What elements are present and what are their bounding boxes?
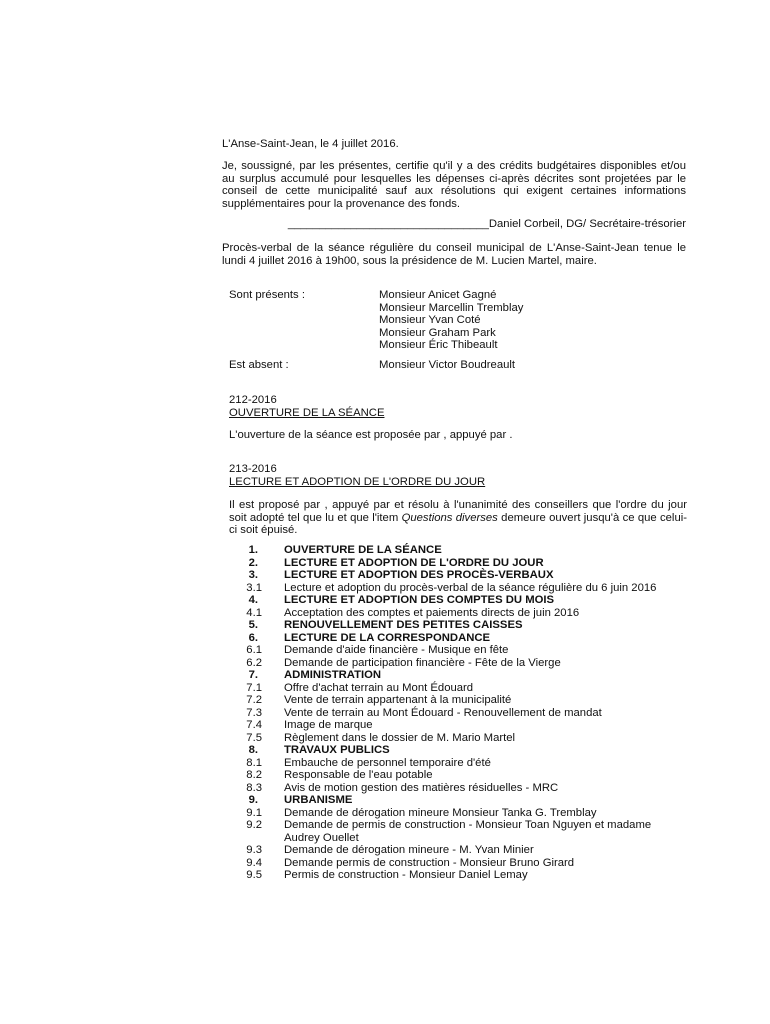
agenda-item-number: 9.3 [246,844,262,856]
agenda-list [222,544,686,882]
resolution-title: OUVERTURE DE LA SÉANCE [229,406,385,419]
agenda-item-number: 8.1 [246,756,262,769]
agenda-item [222,619,686,632]
agenda-item-number: 3.1 [246,581,262,594]
resolution-213 [229,463,693,488]
agenda-item [222,782,686,795]
agenda-item-number: 7.4 [246,719,262,731]
agenda-item [222,557,686,570]
agenda-item [222,719,686,732]
resolution-title: LECTURE ET ADOPTION DE L'ORDRE DU JOUR [229,475,486,488]
attendance-absent [222,359,686,372]
agenda-item [222,669,686,682]
agenda-item-number: 7.2 [246,694,262,706]
agenda-item [222,694,686,707]
agenda-item-text: Permis de construction - Monsieur Daniel Lemay [284,869,528,881]
agenda-item-text: Demande permis de construction - Monsieur Bruno Girard [284,856,575,869]
agenda-item-text: ADMINISTRATION [284,669,382,681]
proces-verbal-paragraph: Procès-verbal de la séance régulière du conseil municipal de L'Anse-Saint-Jean tenue le lundi 4 juillet 2016 à 19h00, sous la présidence de M. Lucien Martel, maire. [222,242,686,267]
agenda-item-text: Demande de dérogation mineure Monsieur Tanka G. Tremblay [284,806,597,819]
agenda-item-text: OUVERTURE DE LA SÉANCE [284,544,442,556]
agenda-item [222,744,686,757]
absent-member: Monsieur Victor Boudreault [379,359,516,371]
present-label: Sont présents : [229,289,305,301]
agenda-item-number: 4.1 [246,606,262,619]
agenda-item-number: 7.1 [246,681,262,694]
agenda-item-text: LECTURE DE LA CORRESPONDANCE [284,631,491,644]
agenda-item-number: 5. [248,619,258,631]
agenda-item-text: Avis de motion gestion des matières résiduelles - MRC [284,781,559,794]
agenda-item-number: 6. [248,631,258,644]
agenda-item [222,657,686,670]
agenda-item-text: LECTURE ET ADOPTION DES PROCÈS-VERBAUX [284,569,554,581]
agenda-item-number: 8.3 [246,781,262,794]
agenda-item [222,844,686,857]
agenda-item [222,544,686,557]
agenda-item [222,682,686,695]
certification-paragraph: Je, soussigné, par les présentes, certifie qu'il y a des crédits budgétaires disponibles et/ou au surplus accumulé pour lesquelles les dépenses ci-après décrites sont projetées par le conseil de cette municipalité sauf aux résolutions qui exigent certaines informations supplémentaires pour la provenance des fonds. [222,160,686,210]
agenda-item-text: Responsable de l'eau potable [284,769,433,781]
agenda-item-text: Vente de terrain appartenant à la municipalité [284,694,512,706]
agenda-item-text: Vente de terrain au Mont Édouard - Renouvellement de mandat [284,706,602,719]
agenda-item [222,757,686,770]
agenda-item [222,807,686,820]
agenda-item-text: Règlement dans le dossier de M. Mario Martel [284,731,516,744]
agenda-item-text: Lecture et adoption du procès-verbal de la séance régulière du 6 juin 2016 [284,581,657,594]
present-member: Monsieur Marcellin Tremblay [379,301,524,314]
body-text: demeure ouvert jusqu'à ce que celui-ci soit épuisé. [229,511,687,536]
present-member: Monsieur Yvan Coté [379,314,481,326]
agenda-item-text: TRAVAUX PUBLICS [284,744,390,756]
present-member: Monsieur Éric Thibeault [379,339,498,351]
body-text: Il est proposé par , appuyé par et résolu à l'unanimité des conseillers que l'ordre du jour soit adopté tel que lu et que l'item [229,499,687,524]
agenda-item [222,707,686,720]
attendance-present [222,289,686,352]
agenda-item-number: 7. [248,669,258,681]
absent-label: Est absent : [229,359,289,371]
resolution-212 [229,394,693,419]
agenda-item-text: URBANISME [284,794,353,806]
agenda-item [222,819,686,844]
agenda-item-number: 9.4 [246,856,262,869]
agenda-item [222,869,686,882]
agenda-item-number: 8. [248,744,258,756]
agenda-item-text: LECTURE ET ADOPTION DE L'ORDRE DU JOUR [284,556,544,569]
agenda-item-text: Demande de participation financière - Fête de la Vierge [284,656,561,669]
resolution-number: 212-2016 [229,394,277,406]
resolution-212-body: L'ouverture de la séance est proposée par , appuyé par . [229,429,513,441]
agenda-item-text: Offre d'achat terrain au Mont Édouard [284,681,474,694]
agenda-item-text: RENOUVELLEMENT DES PETITES CAISSES [284,619,523,631]
agenda-item-text: Embauche de personnel temporaire d'été [284,756,491,769]
agenda-item-number: 9.1 [246,806,262,819]
agenda-item [222,794,686,807]
present-member: Monsieur Graham Park [379,326,496,339]
agenda-item-text: Demande de permis de construction - Monsieur Toan Nguyen et madame Audrey Ouellet [284,819,652,844]
present-member: Monsieur Anicet Gagné [379,289,497,301]
agenda-item-text: Image de marque [284,719,373,731]
agenda-item [222,607,686,620]
body-italic: Questions diverses [401,511,498,524]
agenda-item-text: Demande de dérogation mineure - M. Yvan Minier [284,844,534,856]
agenda-item [222,857,686,870]
agenda-item-number: 4. [248,594,258,606]
agenda-item [222,594,686,607]
agenda-item-number: 8.2 [246,769,262,781]
place-date: L'Anse-Saint-Jean, le 4 juillet 2016. [222,138,399,150]
agenda-item-number: 6.2 [246,656,262,669]
agenda-item [222,769,686,782]
agenda-item-number: 1. [248,544,258,556]
agenda-item-number: 6.1 [246,644,262,656]
agenda-item [222,582,686,595]
agenda-item-number: 7.5 [246,731,262,744]
agenda-item-text: Demande d'aide financière - Musique en fête [284,644,509,656]
resolution-number: 213-2016 [229,463,277,475]
agenda-item-number: 3. [248,569,258,581]
agenda-item-number: 9. [248,794,258,806]
agenda-item-number: 2. [248,556,258,569]
agenda-item-text: LECTURE ET ADOPTION DES COMPTES DU MOIS [284,594,555,606]
agenda-item [222,569,686,582]
agenda-item [222,644,686,657]
agenda-item-text: Acceptation des comptes et paiements directs de juin 2016 [284,606,580,619]
agenda-item-number: 7.3 [246,706,262,719]
agenda-item [222,732,686,745]
resolution-213-body [229,499,687,537]
signature-line: ________________________________Daniel Corbeil, DG/ Secrétaire-trésorier [287,218,686,230]
agenda-item [222,632,686,645]
agenda-item-number: 9.5 [246,869,262,881]
agenda-item-number: 9.2 [246,819,262,831]
